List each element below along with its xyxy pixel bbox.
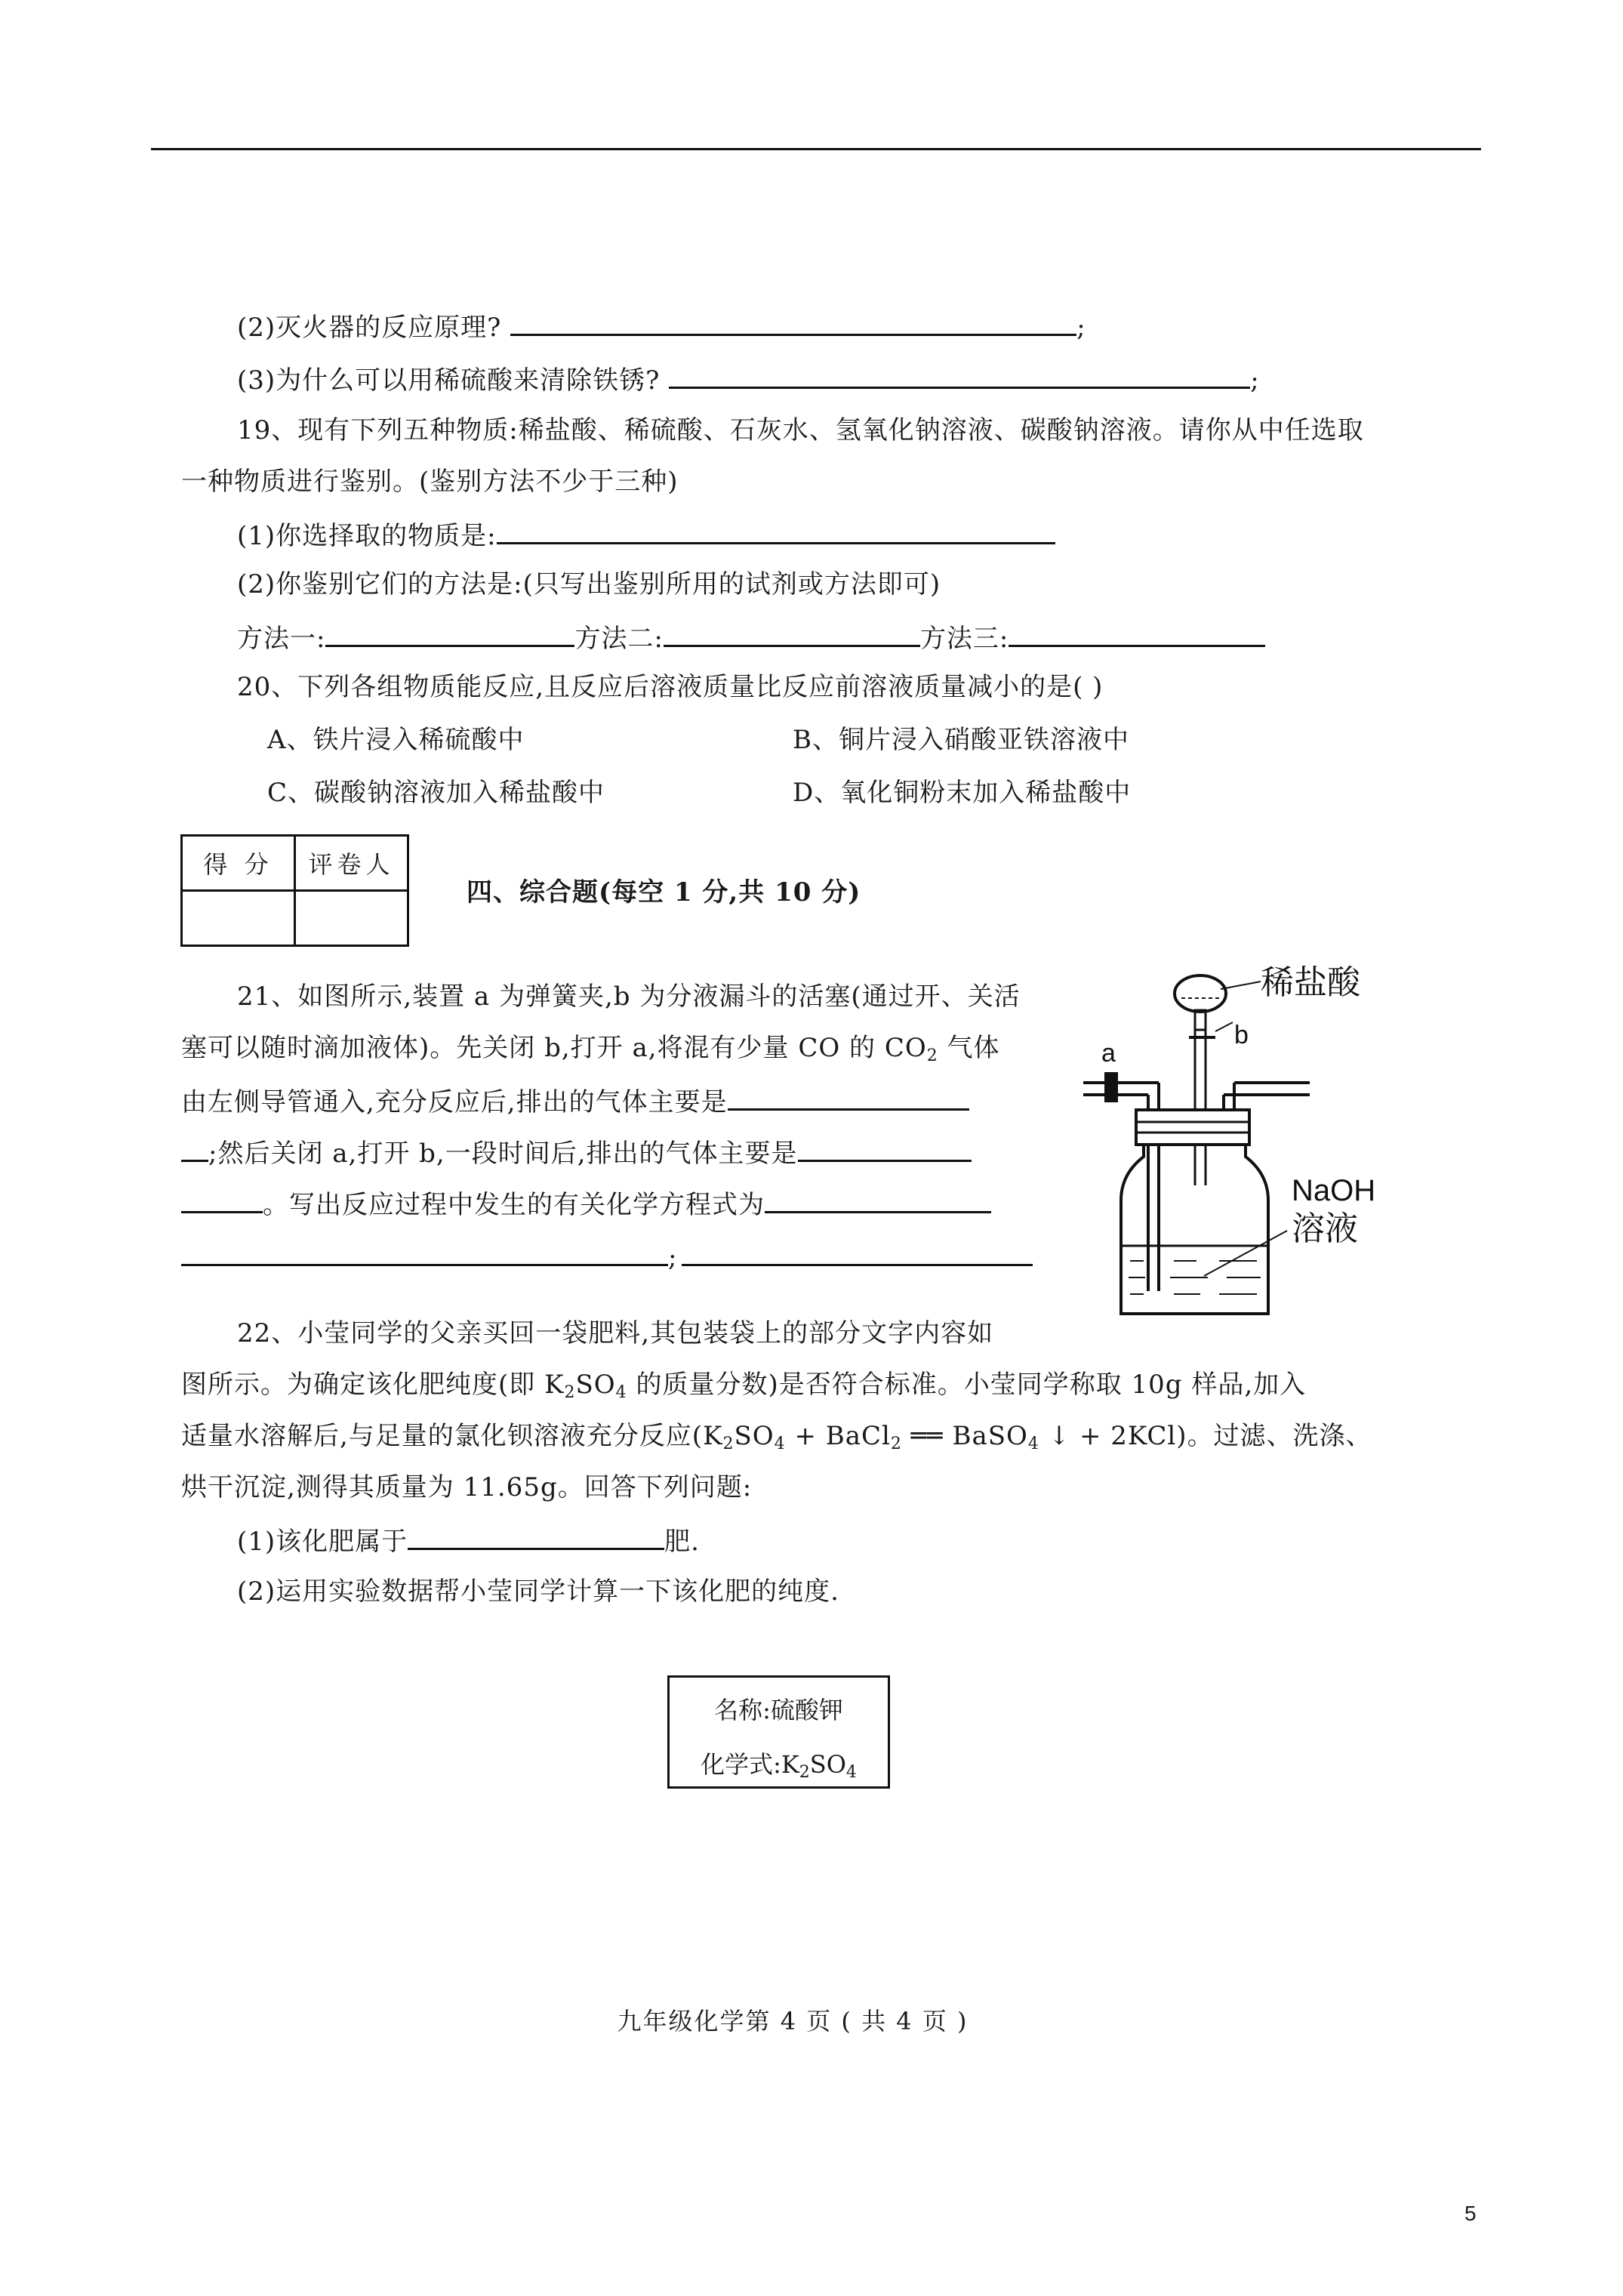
grader-cell[interactable]: [295, 891, 408, 946]
q21-blank-gas2-cont[interactable]: [181, 1185, 263, 1213]
q22-line3-a: 适量水溶解后,与足量的氯化钡溶液充分反应(K: [181, 1421, 723, 1451]
label-solution: 溶液: [1292, 1210, 1358, 1247]
q21-line2-tail: 气体: [938, 1033, 1000, 1063]
q22-part1-suffix: 肥.: [664, 1527, 700, 1557]
q22-line2-c: 的质量分数)是否符合标准。小莹同学称取 10g 样品,加入: [627, 1370, 1307, 1400]
q19-methods: [237, 619, 1265, 655]
q21-line3-text: 由左侧导管通入,充分反应后,排出的气体主要是: [181, 1087, 728, 1117]
q21-line4-text: ;然后关闭 a,打开 b,一段时间后,排出的气体主要是: [208, 1139, 798, 1169]
q22-part1: [237, 1522, 700, 1558]
q21-line5: [181, 1185, 991, 1222]
q19-stem-line2: 一种物质进行鉴别。(鉴别方法不少于三种): [181, 467, 679, 497]
stopcock-b-pointer: [1215, 1022, 1233, 1031]
q20-stem: 20、下列各组物质能反应,且反应后溶液质量比反应前溶液质量减小的是( ): [237, 672, 1104, 702]
q20-option-d: D、氧化铜粉末加入稀盐酸中: [793, 778, 1132, 808]
q22-part1-text: (1)该化肥属于: [237, 1527, 408, 1557]
q19-method2-label: 方法二:: [574, 624, 664, 654]
q18-part3-text: (3)为什么可以用稀硫酸来清除铁锈?: [237, 365, 661, 396]
label-b: b: [1234, 1021, 1249, 1049]
grader-header: 评卷人: [295, 836, 408, 891]
q21-line1: 21、如图所示,装置 a 为弹簧夹,b 为分液漏斗的活塞(通过开、关活: [237, 982, 1021, 1012]
q18-part2: (2)灭火器的反应原理? ;: [237, 308, 1086, 344]
q21-line6: [181, 1238, 1033, 1274]
q19-method3-blank[interactable]: [1009, 619, 1265, 647]
q22-part2: (2)运用实验数据帮小莹同学计算一下该化肥的纯度.: [237, 1576, 839, 1607]
score-table: [180, 834, 409, 947]
q21-line2: 塞可以随时滴加液体)。先关闭 b,打开 a,将混有少量 CO 的 $CO_2$ 气体: [181, 1033, 1000, 1065]
gas-washing-apparatus-diagram: [1076, 959, 1393, 1321]
q20-option-a: A、铁片浸入稀硫酸中: [267, 725, 525, 755]
naoh-label-pointer: [1204, 1231, 1287, 1276]
fertilizer-label-box: [667, 1675, 890, 1789]
section4-title: 四、综合题(每空 1 分,共 10 分): [467, 877, 861, 908]
spring-clip-a: [1104, 1072, 1118, 1102]
q22-part1-blank[interactable]: [408, 1522, 664, 1550]
q21-blank-gas1-cont[interactable]: [181, 1134, 208, 1162]
q22-line3-c: + BaCl: [785, 1421, 891, 1451]
q21-blank-eq2[interactable]: [682, 1238, 1033, 1266]
q21-blank-eq1-cont[interactable]: [181, 1238, 668, 1266]
q19-method1-blank[interactable]: [325, 619, 574, 647]
q20-option-b: B、铜片浸入硝酸亚铁溶液中: [793, 725, 1129, 755]
q18-part3-blank[interactable]: [669, 361, 1250, 389]
acid-label-pointer: [1221, 982, 1261, 989]
label-dilute-hcl: 稀盐酸: [1261, 964, 1360, 1001]
q21-blank-gas2[interactable]: [798, 1134, 972, 1162]
q22-line3-d: ══ BaSO: [901, 1421, 1028, 1451]
q22-line2-a: 图所示。为确定该化肥纯度(即 K: [181, 1370, 565, 1400]
q19-stem-line1: 19、现有下列五种物质:稀盐酸、稀硫酸、石灰水、氢氧化钠溶液、碳酸钠溶液。请你从中任选取: [237, 415, 1364, 445]
q22-line3-e: ↓ + 2KCl)。过滤、洗涤、: [1039, 1421, 1372, 1451]
q21-blank-gas1[interactable]: [728, 1083, 969, 1111]
q21-line2-text: 塞可以随时滴加液体)。先关闭 b,打开 a,将混有少量 CO 的 CO: [181, 1033, 927, 1063]
q22-line2-b: SO: [575, 1370, 616, 1400]
header-rule: [151, 148, 1481, 150]
label-a: a: [1101, 1039, 1116, 1068]
q22-line4: 烘干沉淀,测得其质量为 11.65g。回答下列问题:: [181, 1472, 753, 1502]
q19-part1-text: (1)你选择取的物质是:: [237, 521, 497, 551]
q19-method2-blank[interactable]: [664, 619, 920, 647]
label-naoh: NaOH: [1292, 1174, 1376, 1207]
q18-part2-blank[interactable]: [510, 308, 1076, 336]
score-header: 得 分: [182, 836, 295, 891]
q21-blank-eq1[interactable]: [765, 1185, 991, 1213]
separatory-funnel-bulb: [1175, 975, 1226, 1012]
score-cell[interactable]: [182, 891, 295, 946]
q21-line5-text: 。写出反应过程中发生的有关化学方程式为: [263, 1190, 765, 1220]
q19-part1: [237, 516, 1055, 553]
q19-method3-label: 方法三:: [919, 624, 1009, 654]
q21-line3: [181, 1083, 969, 1119]
fertilizer-formula-b: SO: [809, 1750, 846, 1779]
q21-line4: [181, 1134, 972, 1170]
page-number: 5: [1464, 2202, 1477, 2225]
q20-option-c: C、碳酸钠溶液加入稀盐酸中: [267, 778, 605, 808]
fertilizer-name: 名称:硫酸钾: [714, 1696, 843, 1724]
rubber-stopper: [1136, 1110, 1249, 1145]
q22-line2: 图所示。为确定该化肥纯度(即 $K_2SO_4$ 的质量分数)是否符合标准。小莹同学称取 10g 样品,加入: [181, 1370, 1307, 1402]
q19-part1-blank[interactable]: [497, 516, 1055, 544]
fertilizer-formula-a: 化学式:K: [701, 1750, 799, 1779]
page-footer: 九年级化学第 4 页 ( 共 4 页 ): [617, 2007, 969, 2036]
q19-part2: (2)你鉴别它们的方法是:(只写出鉴别所用的试剂或方法即可): [237, 569, 941, 599]
q21-semicolon: ;: [668, 1243, 678, 1273]
q22-line1: 22、小莹同学的父亲买回一袋肥料,其包装袋上的部分文字内容如: [237, 1318, 994, 1348]
q18-part3: (3)为什么可以用稀硫酸来清除铁锈? ;: [237, 361, 1260, 397]
q22-line3-b: SO: [734, 1421, 775, 1451]
q18-part2-text: (2)灭火器的反应原理?: [237, 313, 502, 343]
q19-method1-label: 方法一:: [237, 624, 326, 654]
fertilizer-formula: 化学式$:K_2SO_4$: [701, 1750, 857, 1782]
q22-line3: 适量水溶解后,与足量的氯化钡溶液充分反应($K_2SO_4$ + BaCl$_2$ ══ BaSO$_4$ ↓ + 2KCl)。过滤、洗涤、: [181, 1421, 1372, 1453]
